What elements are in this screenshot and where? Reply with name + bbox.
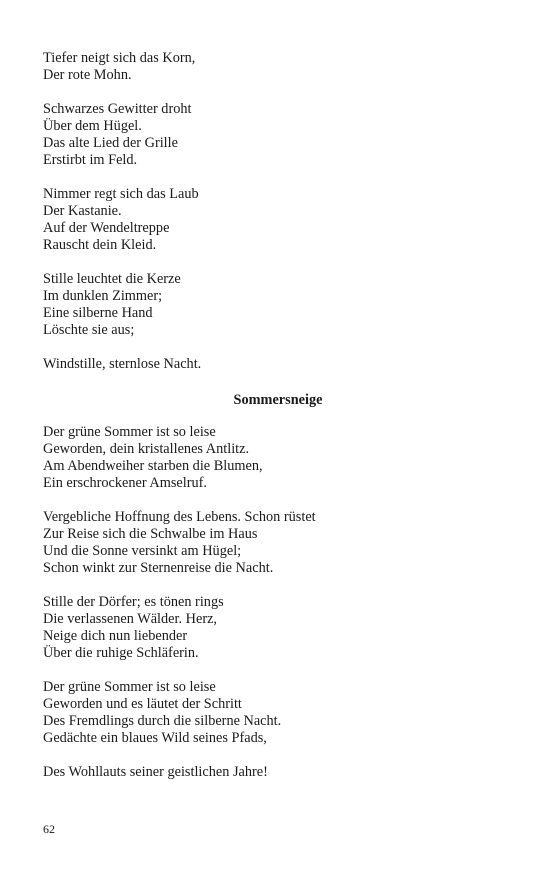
stanza <box>43 101 513 169</box>
stanza <box>43 679 513 747</box>
verse-line: Erstirbt im Feld. <box>43 152 138 168</box>
verse-line: Zur Reise sich die Schwalbe im Haus <box>43 526 258 542</box>
verse-line: Auf der Wendeltreppe <box>43 220 170 236</box>
verse-line: Geworden, dein kristallenes Antlitz. <box>43 441 250 457</box>
verse-line: Stille der Dörfer; es tönen rings <box>43 594 224 610</box>
verse-line: Die verlassenen Wälder. Herz, <box>43 611 217 627</box>
stanza <box>43 356 513 373</box>
verse-line: Des Wohllauts seiner geistlichen Jahre! <box>43 764 268 780</box>
verse-line: Des Fremdlings durch die silberne Nacht. <box>43 713 282 729</box>
verse-line: Am Abendweiher starben die Blumen, <box>43 458 263 474</box>
poem-continued <box>43 50 513 373</box>
verse-line: Löschte sie aus; <box>43 322 135 338</box>
verse-line: Eine silberne Hand <box>43 305 153 321</box>
verse-line: Der Kastanie. <box>43 203 122 219</box>
verse-line: Windstille, sternlose Nacht. <box>43 356 202 372</box>
verse-line: Gedächte ein blaues Wild seines Pfads, <box>43 730 267 746</box>
verse-line: Der grüne Sommer ist so leise <box>43 424 216 440</box>
verse-line: Ein erschrockener Amselruf. <box>43 475 207 491</box>
verse-line: Tiefer neigt sich das Korn, <box>43 50 196 66</box>
stanza <box>43 594 513 662</box>
stanza <box>43 50 513 84</box>
verse-line: Vergebliche Hoffnung des Lebens. Schon rüstet <box>43 509 316 525</box>
page-number: 62 <box>43 822 55 836</box>
verse-line: Nimmer regt sich das Laub <box>43 186 199 202</box>
page-content <box>43 50 513 781</box>
verse-line: Geworden und es läutet der Schritt <box>43 696 242 712</box>
verse-line: Und die Sonne versinkt am Hügel; <box>43 543 242 559</box>
verse-line: Der rote Mohn. <box>43 67 132 83</box>
poem-sommersneige <box>43 424 513 781</box>
verse-line: Schon winkt zur Sternenreise die Nacht. <box>43 560 274 576</box>
verse-line: Stille leuchtet die Kerze <box>43 271 181 287</box>
stanza <box>43 764 513 781</box>
verse-line: Im dunklen Zimmer; <box>43 288 163 304</box>
verse-line: Der grüne Sommer ist so leise <box>43 679 216 695</box>
verse-line: Über die ruhige Schläferin. <box>43 645 199 661</box>
verse-line: Schwarzes Gewitter droht <box>43 101 192 117</box>
stanza <box>43 186 513 254</box>
stanza <box>43 509 513 577</box>
stanza <box>43 424 513 492</box>
verse-line: Rauscht dein Kleid. <box>43 237 157 253</box>
stanza <box>43 271 513 339</box>
verse-line: Neige dich nun liebender <box>43 628 188 644</box>
verse-line: Das alte Lied der Grille <box>43 135 178 151</box>
verse-line: Über dem Hügel. <box>43 118 142 134</box>
poem-title: Sommersneige <box>233 392 323 408</box>
